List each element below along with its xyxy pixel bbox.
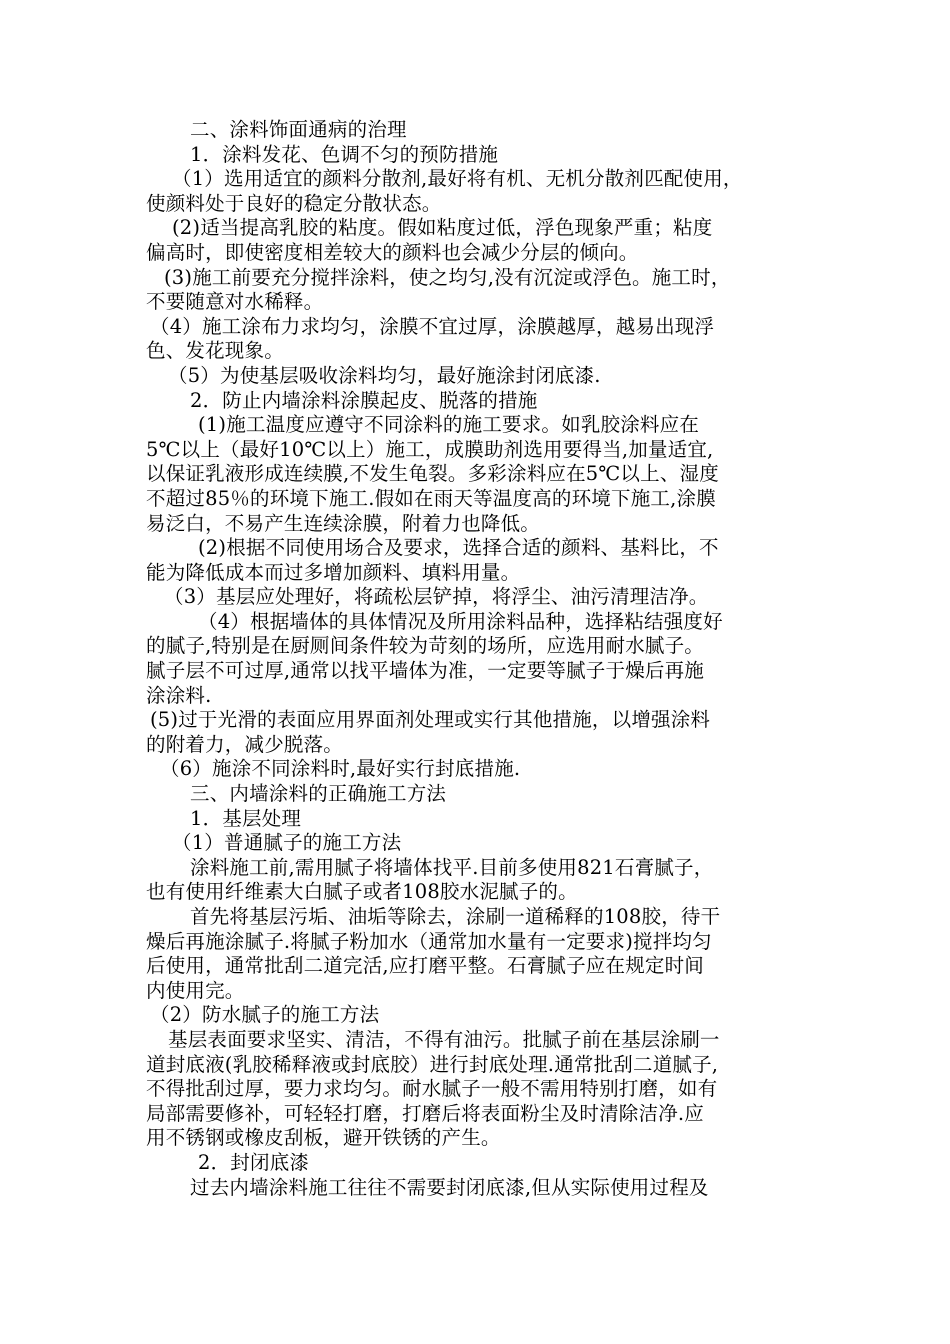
text-line: 2．防止内墙涂料涂膜起皮、脱落的措施 [190,388,538,412]
text-line: 三、内墙涂料的正确施工方法 [190,782,447,806]
text-line: （6）施涂不同涂料时,最好实行封底措施. [160,757,521,781]
text-line: （3）基层应处理好，将疏松层铲掉，将浮尘、油污清理洁净。 [164,585,709,609]
text-line: 过去内墙涂料施工往往不需要封闭底漆,但从实际使用过程及 [190,1175,709,1199]
text-line: 偏高时，即使密度相差较大的颜料也会减少分层的倾向。 [146,240,639,264]
text-line: （1）选用适宜的颜料分散剂,最好将有机、无机分散剂匹配使用， [172,167,743,191]
text-line: 不得批刮过厚，要力求均匀。耐水腻子一般不需用特别打磨，如有 [146,1077,718,1101]
text-line: (1)施工温度应遵守不同涂料的施工要求。如乳胶涂料应在 [198,413,700,437]
text-line: 的附着力，减少脱落。 [146,732,344,756]
text-line: （4）施工涂布力求均匀，涂膜不宜过厚，涂膜越厚，越易出现浮 [150,314,715,338]
text-line: （2）防水腻子的施工方法 [150,1003,380,1027]
document-body [146,118,806,1200]
text-line: 燥后再施涂腻子.将腻子粉加水（通常加水量有一定要求)搅拌均匀 [146,929,712,953]
text-line: 涂涂料. [146,683,212,707]
text-line: 用不锈钢或橡皮刮板，避开铁锈的产生。 [146,1126,501,1150]
text-line: 道封底液(乳胶稀释液或封底胶）进行封底处理.通常批刮二道腻子, [146,1052,719,1076]
text-line: 局部需要修补，可轻轻打磨，打磨后将表面粉尘及时清除洁净.应 [146,1101,704,1125]
text-line: 易泛白，不易产生连续涂膜，附着力也降低。 [146,511,541,535]
text-line: 也有使用纤维素大白腻子或者108胶水泥腻子的。 [146,880,578,904]
text-line: 不超过85％的环境下施工.假如在雨天等温度高的环境下施工,涂膜 [146,486,716,510]
text-line: (5)过于光滑的表面应用界面剂处理或实行其他措施，以增强涂料 [150,708,711,732]
text-line: 内使用完。 [146,978,245,1002]
text-line: 二、涂料饰面通病的治理 [190,118,407,141]
text-line: 1．涂料发花、色调不匀的预防措施 [190,142,499,166]
text-line: 不要随意对水稀释。 [146,290,324,314]
text-line: 涂料施工前,需用腻子将墙体找平.目前多使用821石膏腻子， [190,855,714,879]
text-line: （4）根据墙体的具体情况及所用涂料品种，选择粘结强度好 [198,609,723,633]
text-line: (3)施工前要充分搅拌涂料，使之均匀,没有沉淀或浮色。施工时， [164,265,731,289]
text-line: 后使用，通常批刮二道完活,应打磨平整。石膏腻子应在规定时间 [146,954,704,978]
text-line: 腻子层不可过厚,通常以找平墙体为准，一定要等腻子于燥后再施 [146,659,704,683]
text-line: 2．封闭底漆 [198,1150,310,1174]
text-line: 基层表面要求坚实、清洁，不得有油污。批腻子前在基层涂刷一 [168,1027,720,1051]
text-line: (2)适当提高乳胶的粘度。假如粘度过低，浮色现象严重；粘度 [172,216,713,240]
text-line: 能为降低成本而过多增加颜料、填料用量。 [146,560,521,584]
text-line: 以保证乳液形成连续膜,不发生龟裂。多彩涂料应在5℃以上、湿度 [146,462,719,486]
text-line: （1）普通腻子的施工方法 [172,831,402,855]
text-line: 首先将基层污垢、油垢等除去，涂刷一道稀释的108胶，待干 [190,905,721,928]
text-line: 色、发花现象。 [146,339,284,363]
text-line: 5℃以上（最好10℃以上）施工，成膜助剂选用要得当,加量适宜, [146,437,714,461]
text-line: 的腻子,特别是在厨厕间条件较为苛刻的场所，应选用耐水腻子。 [146,634,704,658]
text-line: 使颜料处于良好的稳定分散状态。 [146,191,442,215]
text-line: (2)根据不同使用场合及要求，选择合适的颜料、基料比，不 [198,536,719,560]
text-line: 1．基层处理 [190,806,302,830]
text-line: （5）为使基层吸收涂料均匀，最好施涂封闭底漆. [168,363,601,387]
